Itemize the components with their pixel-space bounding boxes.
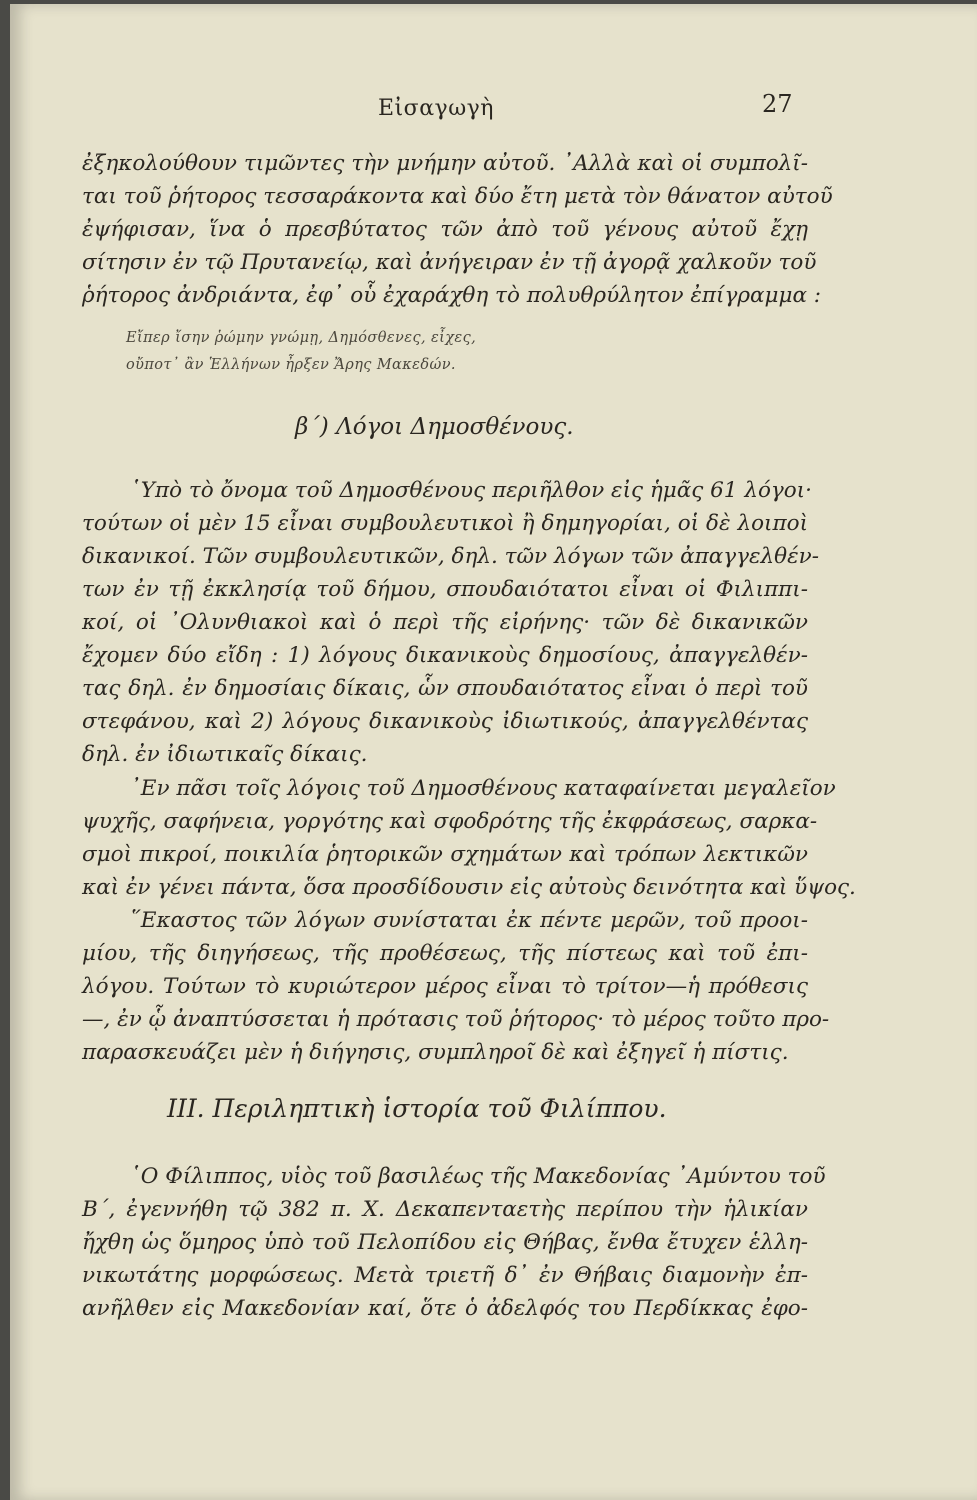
paragraph-style [82, 772, 856, 904]
text-line: ῾Υπὸ τὸ ὄνομα τοῦ Δημοσθένους περιῆλθον εἰς ἡμᾶς 61 λόγοι· [130, 478, 812, 503]
text-line: ἐψήφισαν, ἵνα ὁ πρεσβύτατος τῶν ἀπὸ τοῦ γένους αὐτοῦ ἔχῃ [82, 217, 808, 242]
text-line: —, ἐν ᾧ ἀναπτύσσεται ἡ πρότασις τοῦ ῥήτορος· τὸ μέρος τοῦτο προ- [82, 1007, 830, 1032]
text-line: ται τοῦ ῥήτορος τεσσαράκοντα καὶ δύο ἔτη μετὰ τὸν θάνατον αὐτοῦ [82, 184, 833, 209]
text-line: λόγου. Τούτων τὸ κυριώτερον μέρος εἶναι τὸ τρίτον—ἡ πρόθεσις [82, 974, 808, 999]
page-number: 27 [762, 90, 793, 118]
paragraph-philip [82, 1160, 826, 1325]
running-head: Εἰσαγωγὴ [378, 96, 494, 121]
text-line: ἐξηκολούθουν τιμῶντες τὴν μνήμην αὐτοῦ. ᾿Αλλὰ καὶ οἱ συμπολῖ- [82, 151, 808, 176]
text-line: στεφάνου, καὶ 2) λόγους δικανικοὺς ἰδιωτικούς, ἀπαγγελθέντας [82, 709, 808, 734]
paragraph-speeches [82, 474, 819, 771]
text-line: ῞Εκαστος τῶν λόγων συνίσταται ἐκ πέντε μερῶν, τοῦ προοι- [130, 908, 808, 933]
section-title: ΙΙΙ. Περιληπτικὴ ἱστορία τοῦ Φιλίππου. [167, 1094, 667, 1123]
text-line: τούτων οἱ μὲν 15 εἶναι συμβουλευτικοὶ ἢ δημηγορίαι, οἱ δὲ λοιποὶ [82, 511, 808, 536]
text-line: ᾿Εν πᾶσι τοῖς λόγοις τοῦ Δημοσθένους καταφαίνεται μεγαλεῖον [130, 776, 836, 801]
text-line: καὶ ἐν γένει πάντα, ὅσα προσδίδουσιν εἰς αὐτοὺς δεινότητα καὶ ὕψος. [82, 875, 856, 900]
text-line: των ἐν τῇ ἐκκλησίᾳ τοῦ δήμου, σπουδαιότατοι εἶναι οἱ Φιλιππι- [82, 577, 808, 602]
text-line: σμοὶ πικροί, ποικιλία ῥητορικῶν σχημάτων καὶ τρόπων λεκτικῶν [82, 842, 808, 867]
book-page [10, 4, 977, 1500]
text-line: δικανικοί. Τῶν συμβουλευτικῶν, δηλ. τῶν λόγων τῶν ἀπαγγελθέν- [82, 544, 819, 569]
epigram-line: οὔποτ᾿ ἂν Ἑλλήνων ἦρξεν Ἄρης Μακεδών. [126, 357, 456, 373]
text-line: ἔχομεν δύο εἴδη : 1) λόγους δικανικοὺς δημοσίους, ἀπαγγελθέν- [82, 643, 808, 668]
text-line: ῥήτορος ἀνδριάντα, ἐφ᾿ οὗ ἐχαράχθη τὸ πολυθρύλητον ἐπίγραμμα : [82, 283, 822, 308]
text-line: τας δηλ. ἐν δημοσίαις δίκαις, ὧν σπουδαιότατος εἶναι ὁ περὶ τοῦ [82, 676, 808, 701]
text-line: δηλ. ἐν ἰδιωτικαῖς δίκαις. [82, 742, 368, 767]
text-line: παρασκευάζει μὲν ἡ διήγησις, συμπληροῖ δὲ καὶ ἐξηγεῖ ἡ πίστις. [82, 1040, 789, 1065]
text-line: ψυχῆς, σαφήνεια, γοργότης καὶ σφοδρότης τῆς ἐκφράσεως, σαρκα- [82, 809, 818, 834]
paragraph-honours [82, 147, 833, 312]
epigram [126, 325, 476, 379]
text-line: ανῆλθεν εἰς Μακεδονίαν καί, ὅτε ὁ ἀδελφός του Περδίκκας ἐφο- [82, 1296, 808, 1321]
subheading-speeches: β΄) Λόγοι Δημοσθένους. [295, 414, 574, 440]
text-line: ῾Ο Φίλιππος, υἱὸς τοῦ βασιλέως τῆς Μακεδονίας ᾿Αμύντου τοῦ [130, 1164, 826, 1189]
text-line: ἤχθη ὡς ὅμηρος ὑπὸ τοῦ Πελοπίδου εἰς Θήβας, ἔνθα ἔτυχεν ἑλλη- [82, 1230, 808, 1255]
text-line: μίου, τῆς διηγήσεως, τῆς προθέσεως, τῆς πίστεως καὶ τοῦ ἐπι- [82, 941, 808, 966]
text-line: σίτησιν ἐν τῷ Πρυτανείῳ, καὶ ἀνήγειραν ἐν τῇ ἀγορᾷ χαλκοῦν τοῦ [82, 250, 817, 275]
text-line: κοί, οἱ ᾿Ολυνθιακοὶ καὶ ὁ περὶ τῆς εἰρήνης· τῶν δὲ δικανικῶν [82, 610, 808, 635]
paragraph-parts [82, 904, 830, 1069]
epigram-line: Εἴπερ ἴσην ῥώμην γνώμῃ, Δημόσθενες, εἶχες, [126, 330, 477, 346]
text-line: Β΄, ἐγεννήθη τῷ 382 π. Χ. Δεκαπενταετὴς περίπου τὴν ἡλικίαν [82, 1197, 808, 1222]
text-line: νικωτάτης μορφώσεως. Μετὰ τριετῆ δ᾿ ἐν Θήβαις διαμονὴν ἐπ- [82, 1263, 808, 1288]
